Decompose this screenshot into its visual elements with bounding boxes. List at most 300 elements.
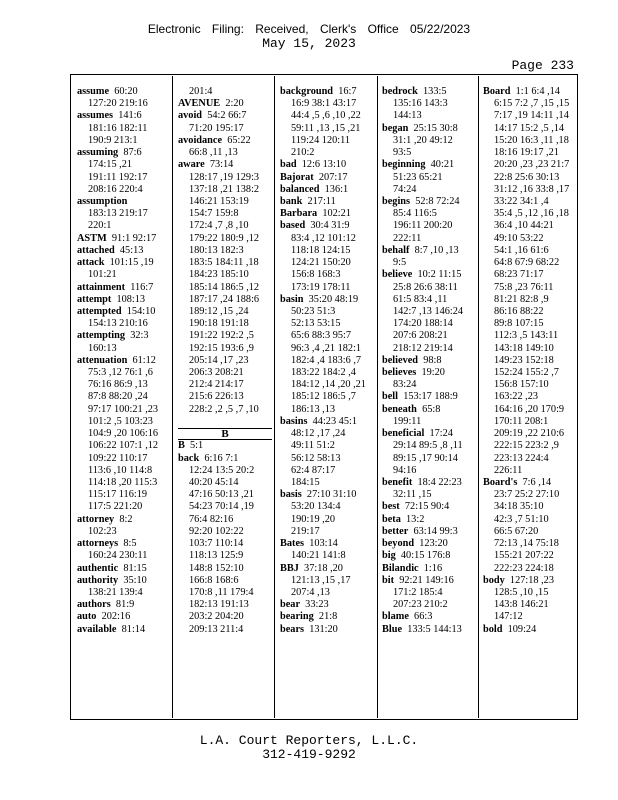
index-continuation: 36:4 ,10 44:21 bbox=[494, 220, 554, 232]
index-term: attempt bbox=[77, 293, 112, 305]
index-continuation: 47:16 50:13 ,21 bbox=[189, 489, 254, 501]
index-term: beginning bbox=[382, 159, 426, 171]
date-header: May 15, 2023 bbox=[262, 36, 356, 51]
index-entry bbox=[483, 575, 575, 587]
index-continuation: 191:22 192:2 ,5 bbox=[189, 330, 254, 342]
index-continuation: 31:12 ,16 33:8 ,17 bbox=[494, 183, 570, 195]
index-continuation: 48:12 ,17 ,24 bbox=[291, 428, 346, 440]
index-refs: 66:3 bbox=[414, 611, 433, 623]
index-continuation: 184:15 bbox=[291, 477, 320, 488]
index-term: beneficial bbox=[382, 428, 425, 440]
index-entry bbox=[382, 269, 476, 281]
index-refs: 133:5 bbox=[423, 86, 447, 97]
index-refs: 92:21 149:16 bbox=[399, 574, 454, 586]
index-refs: 103:14 bbox=[309, 538, 338, 550]
index-continuation: 206:3 208:21 bbox=[189, 367, 244, 379]
index-refs: 127:18 ,23 bbox=[509, 574, 554, 586]
index-continuation: 207:4 ,13 bbox=[291, 586, 330, 598]
index-continuation: 172:4 ,7 ,8 ,10 bbox=[189, 220, 249, 232]
index-continuation: 74:24 bbox=[393, 183, 417, 195]
index-continuation: 22:8 25:6 30:13 bbox=[494, 171, 560, 183]
index-continuation: 185:12 186:5 ,7 bbox=[291, 391, 356, 403]
index-continuation: 15:20 16:3 ,11 ,18 bbox=[494, 134, 569, 146]
index-continuation: 89:8 107:15 bbox=[494, 318, 544, 330]
index-term: Blue bbox=[382, 623, 403, 635]
index-continuation: 192:15 193:6 ,9 bbox=[189, 342, 254, 354]
index-refs: 102:21 bbox=[322, 208, 351, 220]
index-continuation: 222:11 bbox=[393, 232, 422, 244]
index-entry bbox=[77, 624, 171, 636]
index-continuation: 16:9 38:1 43:17 bbox=[291, 98, 357, 110]
index-continuation: 7:17 ,19 14:11 ,14 bbox=[494, 110, 569, 122]
index-refs: 45:13 bbox=[119, 244, 144, 256]
index-continuation: 117:5 221:20 bbox=[88, 501, 143, 513]
index-continuation: 183:13 219:17 bbox=[88, 208, 148, 220]
index-entry bbox=[382, 159, 476, 171]
index-refs: 1:16 bbox=[423, 562, 443, 574]
index-continuation: 174:20 188:14 bbox=[393, 318, 453, 330]
index-entry bbox=[382, 367, 476, 379]
index-term: AVENUE bbox=[178, 98, 221, 110]
index-entry bbox=[77, 245, 171, 257]
index-continuation: 190:18 191:18 bbox=[189, 318, 249, 330]
index-continuation: 210:2 bbox=[291, 147, 315, 159]
index-continuation: 53:20 134:4 bbox=[291, 501, 341, 513]
index-continuation: 12:24 13:5 20:2 bbox=[189, 464, 255, 476]
index-refs: 5:1 bbox=[190, 440, 204, 452]
index-continuation: 212:4 214:17 bbox=[189, 379, 244, 391]
index-refs: 18:4 22:23 bbox=[417, 477, 462, 488]
index-refs: 7:6 ,14 bbox=[522, 477, 552, 488]
index-term: assuming bbox=[77, 147, 119, 159]
index-continuation: 49:10 53:22 bbox=[494, 232, 544, 244]
index-term: attempting bbox=[77, 330, 126, 342]
index-entry bbox=[280, 294, 375, 306]
index-refs: 12:6 13:10 bbox=[301, 159, 347, 171]
index-continuation: 138:21 139:4 bbox=[88, 586, 143, 598]
index-refs: 123:20 bbox=[419, 538, 448, 550]
index-continuation: 118:18 124:15 bbox=[291, 244, 351, 256]
index-term: behalf bbox=[382, 244, 410, 256]
index-term: attack bbox=[77, 257, 105, 269]
index-continuation: 154:7 159:8 bbox=[189, 208, 239, 220]
index-continuation: 137:18 ,21 138:2 bbox=[189, 183, 260, 195]
index-refs: 131:20 bbox=[309, 623, 338, 635]
index-term: balanced bbox=[280, 183, 320, 195]
index-entry bbox=[382, 575, 476, 587]
index-continuation: 128:5 ,10 ,15 bbox=[494, 586, 549, 598]
index-entry bbox=[382, 391, 476, 403]
index-continuation: 128:17 ,19 129:3 bbox=[189, 171, 260, 183]
index-continuation: 23:7 25:2 27:10 bbox=[494, 489, 560, 501]
index-continuation: 218:12 219:14 bbox=[393, 342, 453, 354]
index-continuation: 207:6 208:21 bbox=[393, 330, 448, 342]
index-entry bbox=[280, 172, 375, 184]
index-entry bbox=[382, 404, 476, 416]
index-entry bbox=[77, 330, 171, 342]
index-continuation: 89:15 ,17 90:14 bbox=[393, 452, 458, 464]
index-term: attorney bbox=[77, 513, 115, 525]
index-refs: 81:14 bbox=[121, 623, 146, 635]
index-entry bbox=[77, 306, 171, 318]
index-term: begins bbox=[382, 195, 411, 207]
index-refs: 40:15 176:8 bbox=[400, 550, 451, 562]
index-continuation: 93:5 bbox=[393, 147, 412, 159]
index-refs: 40:21 bbox=[430, 159, 455, 171]
index-continuation: 118:13 125:9 bbox=[189, 550, 244, 562]
index-continuation: 42:3 ,7 51:10 bbox=[494, 513, 549, 525]
index-refs: 8:5 bbox=[123, 538, 137, 550]
index-entry bbox=[77, 514, 171, 526]
index-continuation: 65:6 88:3 95:7 bbox=[291, 330, 352, 342]
index-continuation: 51:23 65:21 bbox=[393, 171, 443, 183]
index-entry bbox=[77, 147, 171, 159]
index-continuation: 196:11 200:20 bbox=[393, 220, 453, 232]
index-refs: 101:15 ,19 bbox=[109, 257, 154, 269]
index-term: available bbox=[77, 623, 117, 635]
index-continuation: 113:6 ,10 114:8 bbox=[88, 464, 153, 476]
index-term: basins bbox=[280, 415, 308, 427]
index-refs: 207:17 bbox=[318, 171, 348, 183]
index-term: assumes bbox=[77, 110, 114, 122]
index-entry bbox=[382, 501, 476, 513]
index-term: attorneys bbox=[77, 538, 119, 550]
index-entry bbox=[77, 196, 171, 208]
index-continuation: 203:2 204:20 bbox=[189, 611, 244, 623]
index-term: attached bbox=[77, 244, 115, 256]
index-continuation: 171:2 185:4 bbox=[393, 586, 443, 598]
index-continuation: 114:18 ,20 115:3 bbox=[88, 477, 158, 488]
column-divider bbox=[274, 76, 275, 718]
index-continuation: 135:16 143:3 bbox=[393, 98, 448, 110]
index-continuation: 205:14 ,17 ,23 bbox=[189, 354, 249, 366]
index-continuation: 56:12 58:13 bbox=[291, 452, 341, 464]
index-entry bbox=[77, 611, 171, 623]
index-entry bbox=[280, 416, 375, 428]
index-refs: 72:15 90:4 bbox=[404, 501, 450, 513]
index-continuation: 209:13 211:4 bbox=[189, 623, 244, 635]
index-continuation: 119:24 120:11 bbox=[291, 134, 351, 146]
index-term: believed bbox=[382, 354, 419, 366]
index-continuation: 149:23 152:18 bbox=[494, 354, 554, 366]
index-entry bbox=[178, 135, 272, 147]
index-continuation: 148:8 152:10 bbox=[189, 562, 244, 574]
index-column-5 bbox=[483, 86, 575, 636]
index-continuation: 209:19 ,22 210:6 bbox=[494, 428, 565, 440]
column-divider bbox=[478, 76, 479, 718]
index-entry bbox=[382, 196, 476, 208]
index-entry bbox=[280, 184, 375, 196]
index-entry bbox=[77, 563, 171, 575]
index-refs: 2:20 bbox=[225, 98, 244, 110]
index-term: BBJ bbox=[280, 562, 299, 574]
index-entry bbox=[382, 428, 476, 440]
index-entry bbox=[382, 550, 476, 562]
index-continuation: 40:20 45:14 bbox=[189, 477, 239, 488]
index-entry bbox=[382, 355, 476, 367]
index-continuation: 75:3 ,12 76:1 ,6 bbox=[88, 367, 153, 379]
index-column-3 bbox=[280, 86, 375, 636]
index-continuation: 181:16 182:11 bbox=[88, 122, 148, 134]
index-continuation: 59:11 ,13 ,15 ,21 bbox=[291, 122, 361, 134]
index-term: benefit bbox=[382, 477, 413, 488]
index-continuation: 106:22 107:1 ,12 bbox=[88, 440, 159, 452]
index-refs: 1:1 6:4 ,14 bbox=[515, 86, 560, 97]
index-entry bbox=[178, 110, 272, 122]
index-term: ASTM bbox=[77, 232, 107, 244]
index-refs: 81:9 bbox=[115, 599, 135, 611]
index-continuation: 143:18 149:10 bbox=[494, 342, 554, 354]
index-entry bbox=[178, 440, 272, 452]
index-term: back bbox=[178, 452, 200, 464]
index-continuation: 219:17 bbox=[291, 525, 320, 537]
index-entry bbox=[280, 86, 375, 98]
index-refs: 116:7 bbox=[130, 281, 154, 293]
index-continuation: 142:7 ,13 146:24 bbox=[393, 305, 464, 317]
index-continuation: 104:9 ,20 106:16 bbox=[88, 428, 159, 440]
index-continuation: 97:17 100:21 ,23 bbox=[88, 403, 159, 415]
index-entry bbox=[382, 538, 476, 550]
index-continuation: 85:4 116:5 bbox=[393, 208, 437, 220]
index-continuation: 207:23 210:2 bbox=[393, 599, 448, 611]
index-continuation: 185:14 186:5 ,12 bbox=[189, 281, 260, 293]
index-entry bbox=[178, 159, 272, 171]
index-continuation: 109:22 110:17 bbox=[88, 452, 148, 464]
index-continuation: 35:4 ,5 ,12 ,16 ,18 bbox=[494, 208, 569, 220]
index-refs: 37:18 ,20 bbox=[304, 562, 343, 574]
index-refs: 217:11 bbox=[307, 195, 336, 207]
index-continuation: 112:3 ,5 143:11 bbox=[494, 330, 559, 342]
index-continuation: 52:13 53:15 bbox=[291, 318, 341, 330]
index-continuation: 144:13 bbox=[393, 110, 422, 122]
index-refs: 27:10 31:10 bbox=[306, 489, 357, 501]
index-continuation: 101:21 bbox=[88, 269, 117, 281]
index-column-2 bbox=[178, 86, 272, 636]
index-refs: 10:2 11:15 bbox=[417, 269, 462, 281]
index-refs: 6:16 7:1 bbox=[204, 452, 239, 464]
footer-phone: 312-419-9292 bbox=[262, 747, 356, 762]
index-refs: 35:20 48:19 bbox=[308, 293, 359, 305]
index-term: Board bbox=[483, 86, 511, 97]
index-refs: 13:2 bbox=[406, 513, 425, 525]
index-continuation: 66:5 67:20 bbox=[494, 525, 539, 537]
index-continuation: 160:24 230:11 bbox=[88, 550, 148, 562]
index-continuation: 143:8 146:21 bbox=[494, 599, 549, 611]
index-entry bbox=[483, 86, 575, 98]
index-refs: 109:24 bbox=[507, 623, 537, 635]
index-refs: 8:7 ,10 ,13 bbox=[414, 244, 459, 256]
index-refs: 17:24 bbox=[429, 428, 453, 440]
index-refs: 25:15 30:8 bbox=[413, 122, 458, 134]
index-term: attempted bbox=[77, 305, 122, 317]
index-term: believe bbox=[382, 269, 413, 281]
index-refs: 52:8 72:24 bbox=[415, 195, 460, 207]
index-term: bearing bbox=[280, 611, 314, 623]
index-continuation: 102:23 bbox=[88, 525, 117, 537]
index-refs: 8:2 bbox=[119, 513, 133, 525]
index-term: avoidance bbox=[178, 134, 223, 146]
index-entry bbox=[77, 110, 171, 122]
index-continuation: 173:19 178:11 bbox=[291, 281, 351, 293]
index-continuation: 50:23 51:3 bbox=[291, 305, 336, 317]
index-continuation: 228:2 ,2 ,5 ,7 ,10 bbox=[189, 403, 259, 415]
index-continuation: 160:13 bbox=[88, 342, 117, 354]
index-term: bad bbox=[280, 159, 297, 171]
index-continuation: 61:5 83:4 ,11 bbox=[393, 293, 448, 305]
index-entry bbox=[382, 624, 476, 636]
index-entry bbox=[280, 196, 375, 208]
index-refs: 136:1 bbox=[324, 183, 349, 195]
index-entry bbox=[280, 624, 375, 636]
index-refs: 202:16 bbox=[101, 611, 131, 623]
index-term: attenuation bbox=[77, 354, 128, 366]
index-term: body bbox=[483, 574, 505, 586]
index-term: bedrock bbox=[382, 86, 418, 97]
index-continuation: 147:12 bbox=[494, 611, 523, 623]
index-continuation: 87:8 88:20 ,24 bbox=[88, 391, 148, 403]
index-continuation: 189:12 ,15 ,24 bbox=[189, 305, 249, 317]
index-term: Barbara bbox=[280, 208, 318, 220]
index-continuation: 66:8 ,11 ,13 bbox=[189, 147, 238, 159]
index-term: believes bbox=[382, 367, 417, 379]
index-continuation: 187:17 ,24 188:6 bbox=[189, 293, 260, 305]
index-entry bbox=[77, 355, 171, 367]
index-refs: 44:23 45:1 bbox=[312, 415, 357, 427]
index-continuation: 83:24 bbox=[393, 379, 417, 391]
index-refs: 33:23 bbox=[305, 599, 329, 611]
index-continuation: 94:16 bbox=[393, 464, 417, 476]
index-continuation: 201:4 bbox=[189, 86, 213, 97]
index-term: bear bbox=[280, 599, 301, 611]
index-entry bbox=[178, 453, 272, 465]
index-continuation: 44:4 ,5 ,6 ,10 ,22 bbox=[291, 110, 361, 122]
index-entry bbox=[382, 123, 476, 135]
index-continuation: 75:8 ,23 76:11 bbox=[494, 281, 554, 293]
index-continuation: 101:2 ,5 103:23 bbox=[88, 415, 153, 427]
index-refs: 65:8 bbox=[422, 403, 441, 415]
index-term: B bbox=[178, 440, 185, 452]
index-term: based bbox=[280, 220, 306, 232]
index-term: basin bbox=[280, 293, 304, 305]
index-refs: 32:3 bbox=[130, 330, 149, 342]
index-term: background bbox=[280, 86, 334, 97]
index-refs: 98:8 bbox=[423, 354, 442, 366]
index-continuation: 215:6 226:13 bbox=[189, 391, 244, 403]
footer-company: L.A. Court Reporters, L.L.C. bbox=[199, 733, 419, 748]
index-entry bbox=[280, 220, 375, 232]
index-refs: 153:17 188:9 bbox=[403, 391, 458, 403]
index-refs: 19:20 bbox=[421, 367, 445, 379]
index-refs: 91:1 92:17 bbox=[111, 232, 157, 244]
index-continuation: 18:16 19:17 ,21 bbox=[494, 147, 559, 159]
index-term: beta bbox=[382, 513, 401, 525]
index-term: bears bbox=[280, 623, 305, 635]
column-divider bbox=[377, 76, 378, 718]
index-entry bbox=[382, 477, 476, 489]
index-refs: 141:6 bbox=[118, 110, 142, 122]
index-term: Board's bbox=[483, 477, 518, 488]
index-continuation: 140:21 141:8 bbox=[291, 550, 346, 562]
index-term: bank bbox=[280, 195, 303, 207]
index-continuation: 199:11 bbox=[393, 415, 422, 427]
index-continuation: 183:5 184:11 ,18 bbox=[189, 257, 259, 269]
index-entry bbox=[178, 98, 272, 110]
index-continuation: 184:12 ,14 ,20 ,21 bbox=[291, 379, 366, 391]
index-entry bbox=[280, 208, 375, 220]
index-continuation: 190:19 ,20 bbox=[291, 513, 336, 525]
index-continuation: 154:13 210:16 bbox=[88, 318, 148, 330]
index-refs: 61:12 bbox=[132, 354, 156, 366]
index-continuation: 115:17 116:19 bbox=[88, 489, 148, 501]
index-continuation: 32:11 ,15 bbox=[393, 489, 432, 501]
index-refs: 16:7 bbox=[338, 86, 357, 97]
index-continuation: 96:3 ,4 ,21 182:1 bbox=[291, 342, 362, 354]
index-continuation: 54:1 ,16 61:6 bbox=[494, 244, 549, 256]
index-continuation: 182:4 ,4 183:6 ,7 bbox=[291, 354, 362, 366]
index-continuation: 164:16 ,20 170:9 bbox=[494, 403, 565, 415]
index-continuation: 226:11 bbox=[494, 464, 523, 476]
index-entry bbox=[280, 599, 375, 611]
index-entry bbox=[382, 86, 476, 98]
index-continuation: 34:18 35:10 bbox=[494, 501, 544, 513]
index-continuation: 49:11 51:2 bbox=[291, 440, 335, 452]
index-continuation: 156:8 157:10 bbox=[494, 379, 549, 391]
index-continuation: 190:9 213:1 bbox=[88, 134, 138, 146]
index-column-4 bbox=[382, 86, 476, 636]
index-term: began bbox=[382, 122, 409, 134]
index-continuation: 72:13 ,14 75:18 bbox=[494, 538, 559, 550]
index-term: authentic bbox=[77, 562, 119, 574]
index-term: Bilandic bbox=[382, 562, 419, 574]
index-refs: 35:10 bbox=[123, 574, 147, 586]
index-continuation: 29:14 89:5 ,8 ,11 bbox=[393, 440, 463, 452]
index-term: beyond bbox=[382, 538, 415, 550]
index-term: authors bbox=[77, 599, 111, 611]
index-refs: 81:15 bbox=[123, 562, 147, 574]
index-entry bbox=[77, 86, 171, 98]
index-entry bbox=[77, 294, 171, 306]
index-term: bold bbox=[483, 623, 503, 635]
index-term: bit bbox=[382, 574, 395, 586]
index-term: Bajorat bbox=[280, 171, 314, 183]
index-continuation: 76:16 86:9 ,13 bbox=[88, 379, 148, 391]
index-continuation: 180:13 182:3 bbox=[189, 244, 244, 256]
index-refs: 133:5 144:13 bbox=[407, 623, 462, 635]
index-continuation: 68:23 71:17 bbox=[494, 269, 544, 281]
index-refs: 108:13 bbox=[116, 293, 146, 305]
blank-line bbox=[178, 416, 272, 428]
index-continuation: 156:8 168:3 bbox=[291, 269, 341, 281]
index-term: aware bbox=[178, 159, 205, 171]
index-continuation: 182:13 191:13 bbox=[189, 599, 249, 611]
index-continuation: 186:13 ,13 bbox=[291, 403, 336, 415]
index-term: assumption bbox=[77, 195, 128, 207]
index-continuation: 174:15 ,21 bbox=[88, 159, 133, 171]
index-continuation: 166:8 168:6 bbox=[189, 574, 239, 586]
index-entry bbox=[77, 538, 171, 550]
index-refs: 154:10 bbox=[126, 305, 156, 317]
index-refs: 21:8 bbox=[318, 611, 338, 623]
index-continuation: 64:8 67:9 68:22 bbox=[494, 257, 560, 269]
index-continuation: 86:16 88:22 bbox=[494, 305, 544, 317]
index-refs: 54:2 66:7 bbox=[207, 110, 247, 122]
index-continuation: 20:20 ,23 ,23 21:7 bbox=[494, 159, 570, 171]
index-continuation: 163:22 ,23 bbox=[494, 391, 539, 403]
index-entry bbox=[77, 282, 171, 294]
index-continuation: 222:15 223:2 ,9 bbox=[494, 440, 559, 452]
index-continuation: 191:11 192:17 bbox=[88, 171, 148, 183]
index-continuation: 184:23 185:10 bbox=[189, 269, 249, 281]
